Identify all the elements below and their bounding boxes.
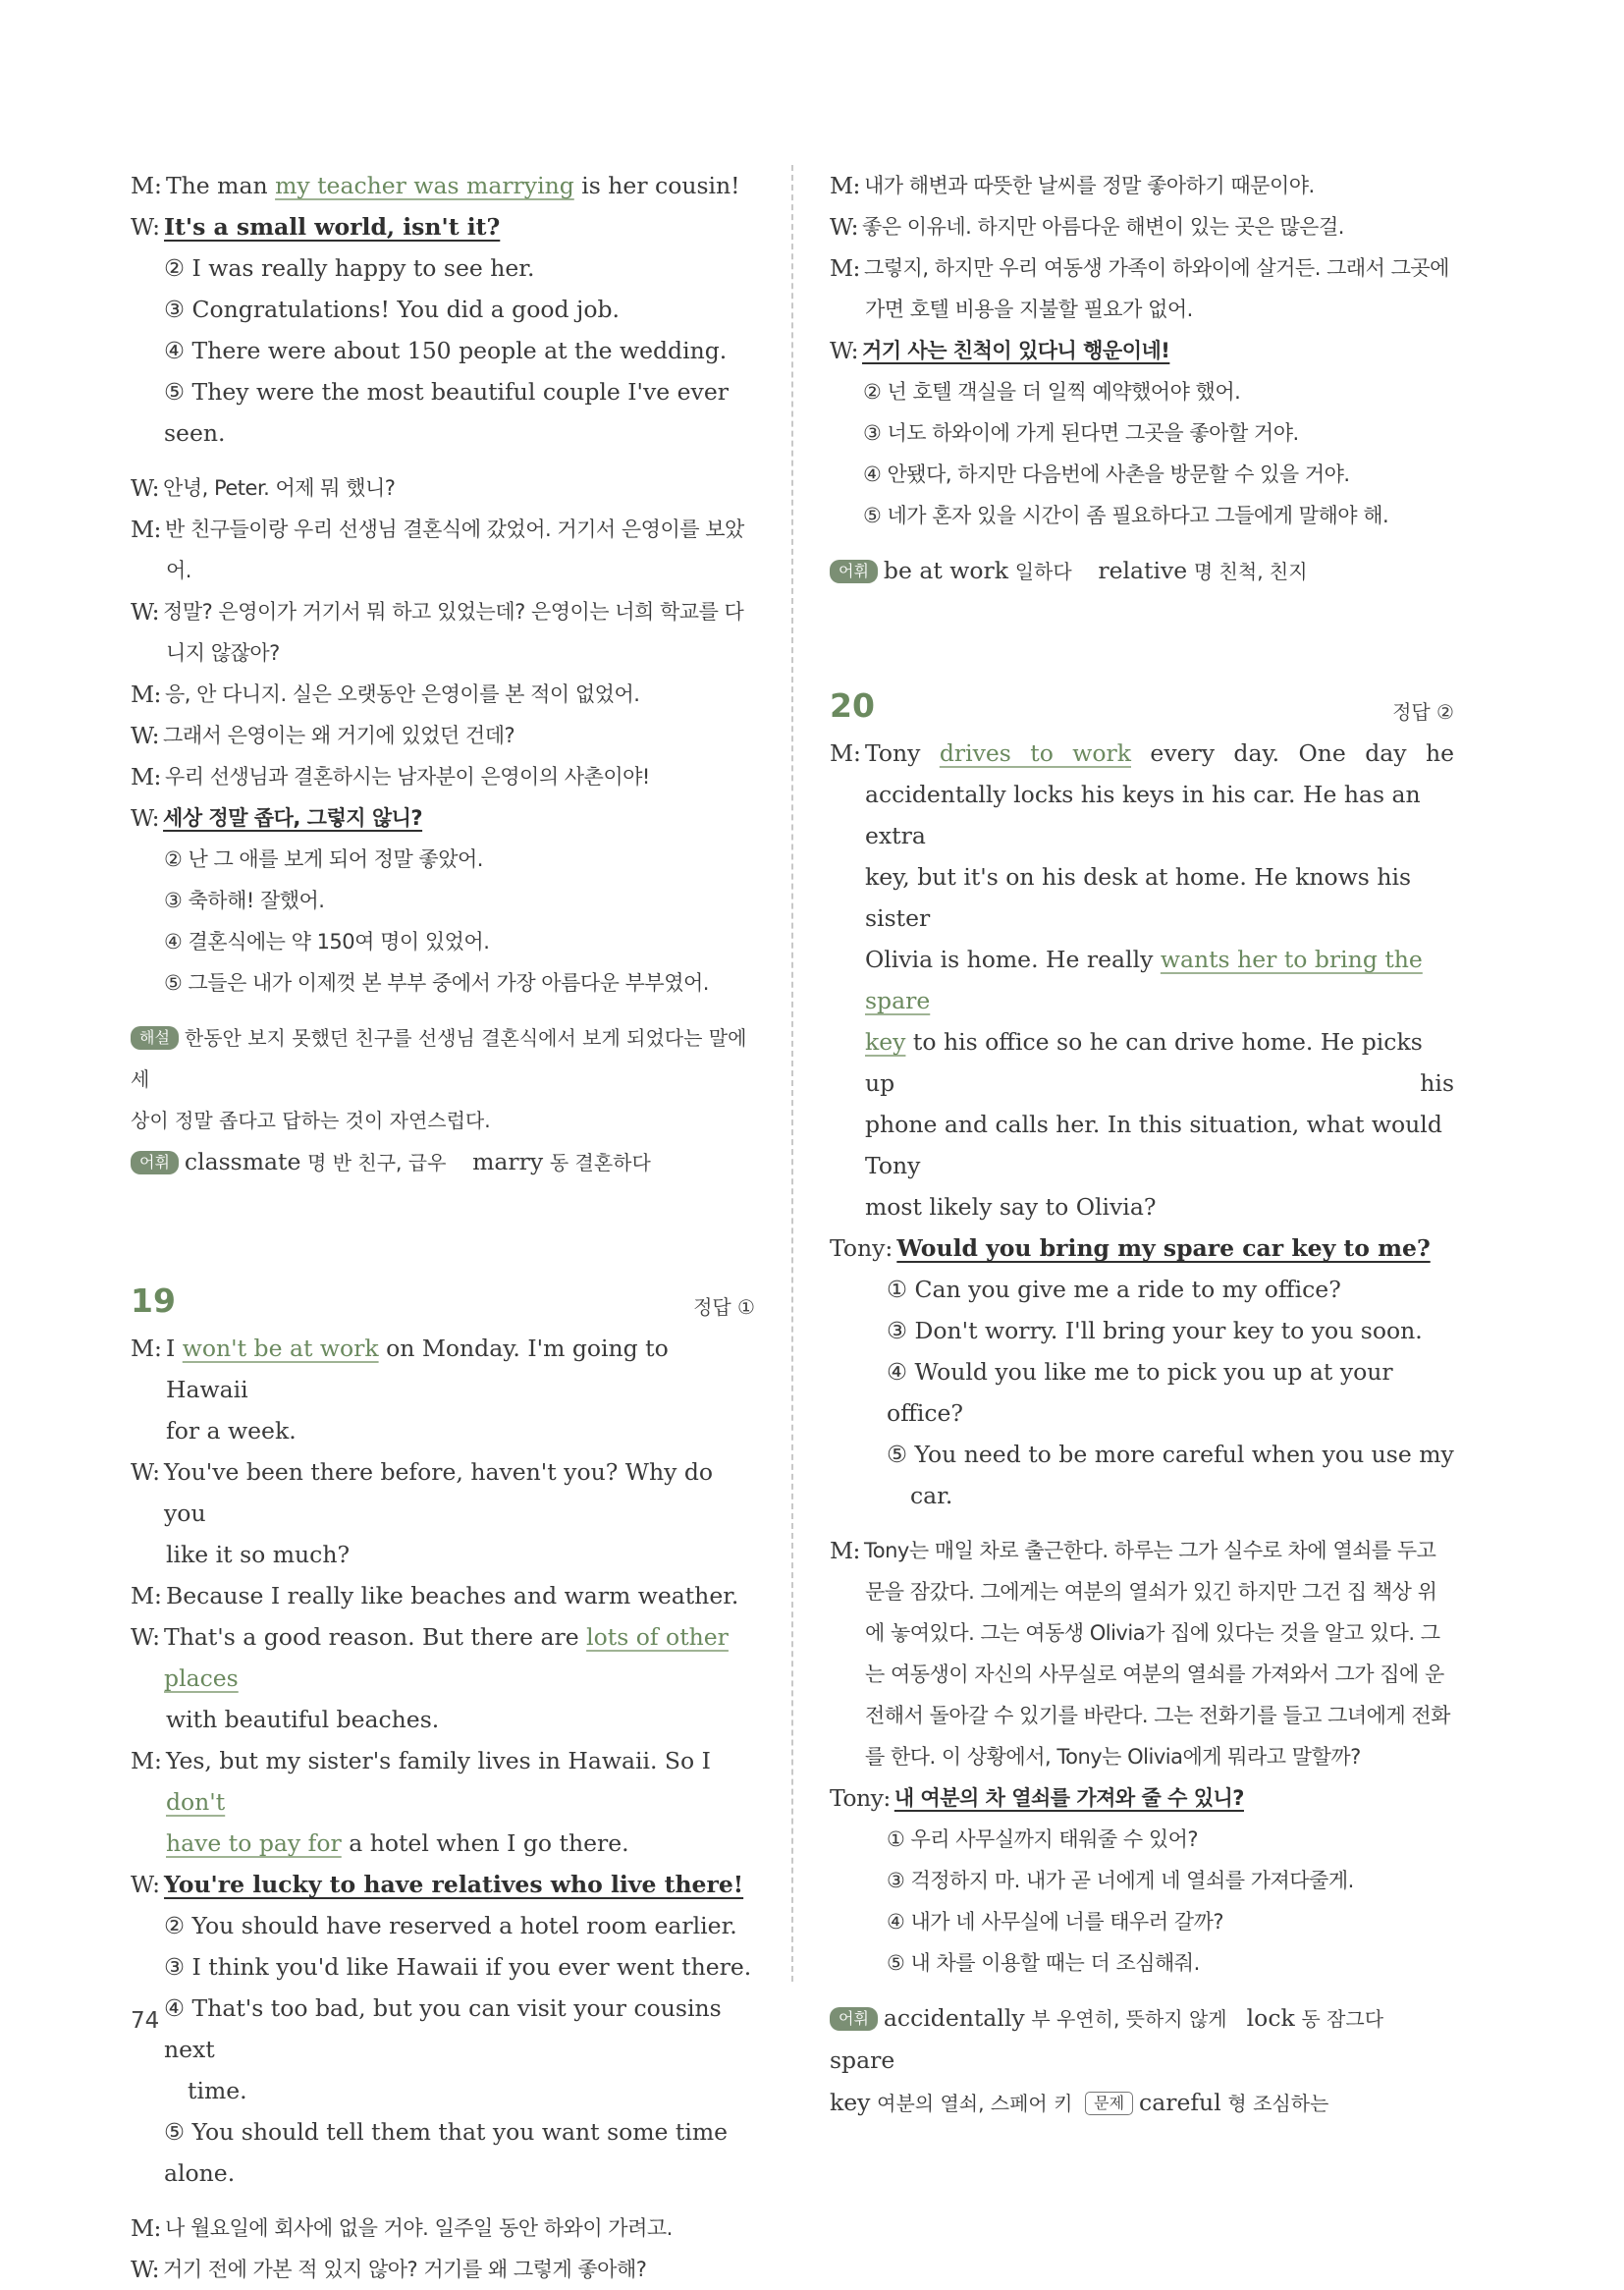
highlighted-phrase: key xyxy=(865,1028,906,1056)
dialogue-line xyxy=(830,1777,1454,1819)
dialogue-text xyxy=(164,206,755,247)
vocab-tag: 어휘 xyxy=(131,1151,179,1174)
answer-option: ④ 안됐다, 하지만 다음번에 사촌을 방문할 수 있을 거야. xyxy=(863,463,1350,486)
dialogue-continuation: for a week. xyxy=(166,1417,297,1445)
dialogue-text: 우리 선생님과 결혼하시는 남자분이 은영이의 사촌이야! xyxy=(164,765,650,789)
speaker-label: W: xyxy=(131,722,160,749)
answer-key: 정답 ② xyxy=(1392,700,1454,724)
speaker-label: M: xyxy=(131,1335,162,1362)
speaker-label: W: xyxy=(131,598,160,626)
answer-option: ② 넌 호텔 객실을 더 일찍 예약했어야 했어. xyxy=(863,380,1241,404)
answer-option: ① 우리 사무실까지 태워줄 수 있어? xyxy=(887,1827,1199,1851)
vocab-word: classmate xyxy=(184,1148,301,1175)
dialogue-line xyxy=(830,1530,1454,1571)
speaker-label: W: xyxy=(830,337,859,364)
dialogue-line xyxy=(131,797,755,839)
vocab-word: careful xyxy=(1139,2089,1221,2116)
vocab-meaning: 일하다 xyxy=(1014,560,1072,583)
answer-option: ③ Don't worry. I'll bring your key to you soon. xyxy=(887,1317,1423,1344)
dialogue-line xyxy=(131,1616,755,1699)
dialogue-continuation: 어. xyxy=(166,559,191,582)
dialogue-text xyxy=(862,330,1454,371)
dialogue-text xyxy=(166,165,755,206)
speaker-label: M: xyxy=(131,681,161,708)
options-korean xyxy=(830,371,1454,536)
dialogue-line xyxy=(131,1864,755,1905)
answer-text: Would you bring my spare car key to me? xyxy=(896,1234,1431,1262)
answer-option: ③ 너도 하와이에 가게 된다면 그곳을 좋아할 거야. xyxy=(863,421,1299,445)
dialogue-continuation xyxy=(830,1104,1454,1186)
text-run: That's a good reason. But there are xyxy=(164,1623,587,1651)
answer-text: 내 여분의 차 열쇠를 가져와 줄 수 있니? xyxy=(893,1786,1244,1810)
speaker-label: W: xyxy=(131,1871,161,1898)
narration-english xyxy=(830,733,1454,1227)
answer-option: ④ There were about 150 people at the wedding. xyxy=(164,337,728,364)
speaker-label: W: xyxy=(131,1623,161,1651)
vocab-block xyxy=(830,1997,1454,2124)
speaker-label: M: xyxy=(131,2214,161,2242)
dialogue-continuation: 문을 잠갔다. 그에게는 여분의 열쇠가 있긴 하지만 그건 집 책상 위 xyxy=(865,1580,1437,1604)
right-column xyxy=(830,165,1454,2124)
dialogue-line xyxy=(131,467,755,509)
page-number: 74 xyxy=(131,2008,160,2034)
speaker-label: M: xyxy=(830,172,860,199)
dialogue-continuation: with beautiful beaches. xyxy=(166,1706,440,1733)
explanation-tag: 해설 xyxy=(131,1026,179,1050)
dialogue-text xyxy=(865,733,1454,774)
text-run: You've been there before, haven't you? Why do you xyxy=(164,1458,714,1527)
vocab-meaning: 형 조심하는 xyxy=(1227,2092,1329,2115)
dialogue-continuation: like it so much? xyxy=(166,1541,351,1568)
dialogue-text: 정말? 은영이가 거기서 뭐 하고 있었는데? 은영이는 너희 학교를 다 xyxy=(163,600,744,624)
dialogue-korean xyxy=(131,467,755,839)
vocab-word: marry xyxy=(472,1148,544,1175)
dialogue-continuation: 에 놓여있다. 그는 여동생 Olivia가 집에 있다는 것을 알고 있다. 그 xyxy=(865,1621,1440,1645)
dialogue-line xyxy=(131,674,755,715)
dialogue-line xyxy=(131,2208,755,2249)
answer-option: ③ I think you'd like Hawaii if you ever went there. xyxy=(164,1953,752,1981)
question-header-20 xyxy=(830,686,1454,725)
dialogue-text xyxy=(164,1451,755,1534)
dialogue-text xyxy=(166,1328,755,1410)
dialogue-korean xyxy=(830,165,1454,371)
dialogue-text xyxy=(166,1740,755,1823)
dialogue-line xyxy=(830,206,1454,247)
question-number: 19 xyxy=(131,1281,176,1320)
answer-option: ④ Would you like me to pick you up at your office? xyxy=(887,1358,1393,1427)
speaker-label: M: xyxy=(830,1537,860,1564)
speaker-label: M: xyxy=(131,1747,162,1774)
dialogue-english xyxy=(131,1328,755,1905)
answer-option: ③ Congratulations! You did a good job. xyxy=(164,296,620,323)
speaker-label: M: xyxy=(131,1582,162,1609)
dialogue-continuation: 니지 않잖아? xyxy=(166,641,280,665)
dialogue-text: 안녕, Peter. 어제 뭐 했니? xyxy=(163,476,396,500)
problem-tag: 문제 xyxy=(1085,2092,1133,2115)
dialogue-line xyxy=(131,1328,755,1410)
dialogue-text xyxy=(164,1616,755,1699)
vocab-word: be at work xyxy=(883,557,1009,584)
text-run: a hotel when I go there. xyxy=(341,1829,629,1857)
answer-option: ② 난 그 애를 보게 되어 정말 좋았어. xyxy=(164,847,483,871)
dialogue-line xyxy=(131,715,755,756)
dialogue-line xyxy=(131,591,755,632)
answer-option: ⑤ 네가 혼자 있을 시간이 좀 필요하다고 그들에게 말해야 해. xyxy=(863,504,1389,527)
vocab-word: relative xyxy=(1098,557,1188,584)
answer-option: ④ That's too bad, but you can visit your cousins next xyxy=(164,1994,722,2063)
options-korean xyxy=(131,839,755,1004)
dialogue-text: 거기 전에 가본 적 있지 않아? 거기를 왜 그렇게 좋아해? xyxy=(163,2258,647,2281)
text-run: The man xyxy=(165,172,276,199)
explanation-text: 한동안 보지 못했던 친구를 선생님 결혼식에서 보게 되었다는 말에 세 xyxy=(131,1026,747,1091)
speaker-label: M: xyxy=(131,763,161,791)
highlighted-phrase: drives to work xyxy=(939,739,1131,767)
speaker-label: W: xyxy=(131,2256,160,2283)
vocab-meaning: 동 결혼하다 xyxy=(549,1151,651,1174)
speaker-label: Tony: xyxy=(830,1784,891,1812)
text-run: is her cousin! xyxy=(573,172,740,199)
dialogue-continuation xyxy=(830,1021,1454,1104)
speaker-label: W: xyxy=(131,804,160,832)
dialogue-line xyxy=(830,733,1454,774)
dialogue-continuation xyxy=(830,1186,1454,1227)
speaker-label: Tony: xyxy=(830,1234,893,1262)
column-divider xyxy=(791,165,793,1982)
options-english xyxy=(131,247,755,454)
answer-option: ③ 걱정하지 마. 내가 곧 너에게 네 열쇠를 가져다줄게. xyxy=(887,1869,1354,1892)
speaker-label: M: xyxy=(830,739,861,767)
left-column xyxy=(131,165,755,2290)
dialogue-text: 좋은 이유네. 하지만 아름다운 해변이 있는 곳은 많은걸. xyxy=(862,215,1344,239)
answer-option: ① Can you give me a ride to my office? xyxy=(887,1276,1341,1303)
answer-option: ⑤ 그들은 내가 이제껏 본 부부 중에서 가장 아름다운 부부였어. xyxy=(164,971,709,995)
text-run: on Monday. I'm going to Hawaii xyxy=(165,1335,669,1403)
dialogue-text: 그렇지, 하지만 우리 여동생 가족이 하와이에 살거든. 그래서 그곳에 xyxy=(863,256,1449,280)
dialogue-line xyxy=(830,165,1454,206)
answer-key: 정답 ① xyxy=(693,1295,755,1319)
answer-text: 세상 정말 좁다, 그렇지 않니? xyxy=(163,806,423,830)
dialogue-korean xyxy=(131,2208,755,2290)
dialogue-continuation: 가면 호텔 비용을 지불할 필요가 없어. xyxy=(865,298,1193,321)
text-run: Because I really like beaches and warm weather. xyxy=(165,1582,739,1609)
dialogue-text xyxy=(163,797,755,839)
text-run: accidentally locks his keys in his car. He has an extra xyxy=(865,781,1421,849)
dialogue-line xyxy=(131,1740,755,1823)
answer-text: It's a small world, isn't it? xyxy=(164,213,501,241)
text-run: phone and calls her. In this situation, what would Tony xyxy=(865,1111,1442,1179)
text-run: I xyxy=(165,1335,183,1362)
dialogue-text: 내가 해변과 따뜻한 날씨를 정말 좋아하기 때문이야. xyxy=(863,174,1315,197)
question-header-19 xyxy=(131,1281,755,1320)
dialogue-text xyxy=(164,1864,755,1905)
text-run: to his office so he can drive home. He picks up his xyxy=(865,1028,1454,1097)
dialogue-line xyxy=(131,1451,755,1534)
dialogue-line xyxy=(131,756,755,797)
dialogue-continuation xyxy=(830,774,1454,856)
text-run: every day. One day he xyxy=(1131,739,1454,767)
dialogue-continuation xyxy=(131,1823,755,1864)
dialogue-line xyxy=(830,247,1454,289)
dialogue-continuation xyxy=(830,939,1454,1021)
dialogue-text: 그래서 은영이는 왜 거기에 있었던 건데? xyxy=(163,724,515,747)
dialogue-line xyxy=(131,1575,755,1616)
dialogue-text: Tony는 매일 차로 출근한다. 하루는 그가 실수로 차에 열쇠를 두고 xyxy=(863,1539,1436,1562)
answer-option: ② I was really happy to see her. xyxy=(164,254,535,282)
speaker-label: W: xyxy=(131,474,160,502)
options-korean xyxy=(830,1819,1454,1984)
answer-option: ④ 결혼식에는 약 150여 명이 있었어. xyxy=(164,930,490,954)
answer-option-continuation: car. xyxy=(910,1482,953,1509)
dialogue-line xyxy=(830,330,1454,371)
text-run: most likely say to Olivia? xyxy=(865,1193,1157,1221)
dialogue-line xyxy=(830,1227,1454,1269)
explanation-block xyxy=(131,1017,755,1183)
vocab-meaning: 여분의 열쇠, 스페어 키 xyxy=(877,2092,1073,2115)
dialogue-continuation: 를 한다. 이 상황에서, Tony는 Olivia에게 뭐라고 말할까? xyxy=(865,1745,1361,1769)
vocab-meaning: 명 친척, 친지 xyxy=(1193,560,1308,583)
answer-option: ⑤ 내 차를 이용할 때는 더 조심해줘. xyxy=(887,1951,1200,1975)
dialogue-line xyxy=(131,206,755,247)
speaker-label: M: xyxy=(830,254,860,282)
answer-option-continuation: time. xyxy=(188,2077,247,2104)
question-number: 20 xyxy=(830,686,875,725)
dialogue-text: 응, 안 다니지. 실은 오랫동안 은영이를 본 적이 없었어. xyxy=(164,682,640,706)
dialogue-line xyxy=(131,2249,755,2290)
highlighted-phrase: have to pay for xyxy=(166,1829,342,1857)
text-run: Tony xyxy=(864,739,940,767)
vocab-tag: 어휘 xyxy=(830,2007,878,2031)
dialogue-continuation xyxy=(830,856,1454,939)
answer-text: You're lucky to have relatives who live there! xyxy=(164,1871,744,1898)
narration-korean xyxy=(830,1530,1454,1777)
dialogue-line xyxy=(131,509,755,550)
dialogue-continuation: 는 여동생이 자신의 사무실로 여분의 열쇠를 가져와서 그가 집에 운 xyxy=(865,1663,1444,1686)
answer-option: ⑤ You should tell them that you want some time alone. xyxy=(164,2118,729,2187)
highlighted-phrase: wants her to bring the spare xyxy=(865,946,1423,1014)
speaker-label: W: xyxy=(131,213,161,241)
options-english xyxy=(830,1269,1454,1516)
answer-option: ⑤ You need to be more careful when you use my xyxy=(887,1441,1454,1468)
speaker-label: M: xyxy=(131,516,161,543)
vocab-word: lock xyxy=(1246,2004,1295,2032)
answer-option: ④ 내가 네 사무실에 너를 태우러 갈까? xyxy=(887,1910,1224,1934)
vocab-block xyxy=(830,550,1454,592)
vocab-word: spare xyxy=(830,2046,895,2074)
vocab-tag: 어휘 xyxy=(830,560,878,583)
dialogue-text: 나 월요일에 회사에 없을 거야. 일주일 동안 하와이 가려고. xyxy=(164,2216,673,2240)
dialogue-english xyxy=(131,165,755,247)
answer-option: ③ 축하해! 잘했어. xyxy=(164,889,325,912)
speaker-label: W: xyxy=(830,213,859,241)
explanation-text-cont: 상이 정말 좁다고 답하는 것이 자연스럽다. xyxy=(131,1109,491,1132)
vocab-meaning: 부 우연히, 뜻하지 않게 xyxy=(1031,2007,1227,2031)
speaker-label: M: xyxy=(131,172,162,199)
vocab-word: key xyxy=(830,2089,871,2116)
speaker-label: W: xyxy=(131,1458,161,1486)
answer-text: 거기 사는 친척이 있다니 행운이네! xyxy=(862,339,1170,362)
dialogue-text: 반 친구들이랑 우리 선생님 결혼식에 갔었어. 거기서 은영이를 보았 xyxy=(164,518,744,541)
dialogue-line xyxy=(131,165,755,206)
text-run: key, but it's on his desk at home. He knows his sister xyxy=(865,863,1412,932)
options-english xyxy=(131,1905,755,2194)
highlighted-phrase: my teacher was marrying xyxy=(275,172,574,199)
text-run: Olivia is home. He really xyxy=(865,946,1161,973)
highlighted-phrase: lots of other places xyxy=(164,1623,729,1692)
dialogue-continuation: 전해서 돌아갈 수 있기를 바란다. 그는 전화기를 들고 그녀에게 전화 xyxy=(865,1704,1450,1727)
vocab-word: accidentally xyxy=(883,2004,1025,2032)
dialogue-text xyxy=(166,1575,755,1616)
answer-option: ⑤ They were the most beautiful couple I've ever seen. xyxy=(164,378,729,447)
highlighted-phrase: don't xyxy=(165,1788,226,1816)
vocab-meaning: 명 반 친구, 급우 xyxy=(307,1151,447,1174)
highlighted-phrase: won't be at work xyxy=(182,1335,379,1362)
text-run: Yes, but my sister's family lives in Hawaii. So I xyxy=(165,1747,711,1774)
vocab-meaning: 동 잠그다 xyxy=(1301,2007,1384,2031)
answer-option: ② You should have reserved a hotel room earlier. xyxy=(164,1912,737,1939)
